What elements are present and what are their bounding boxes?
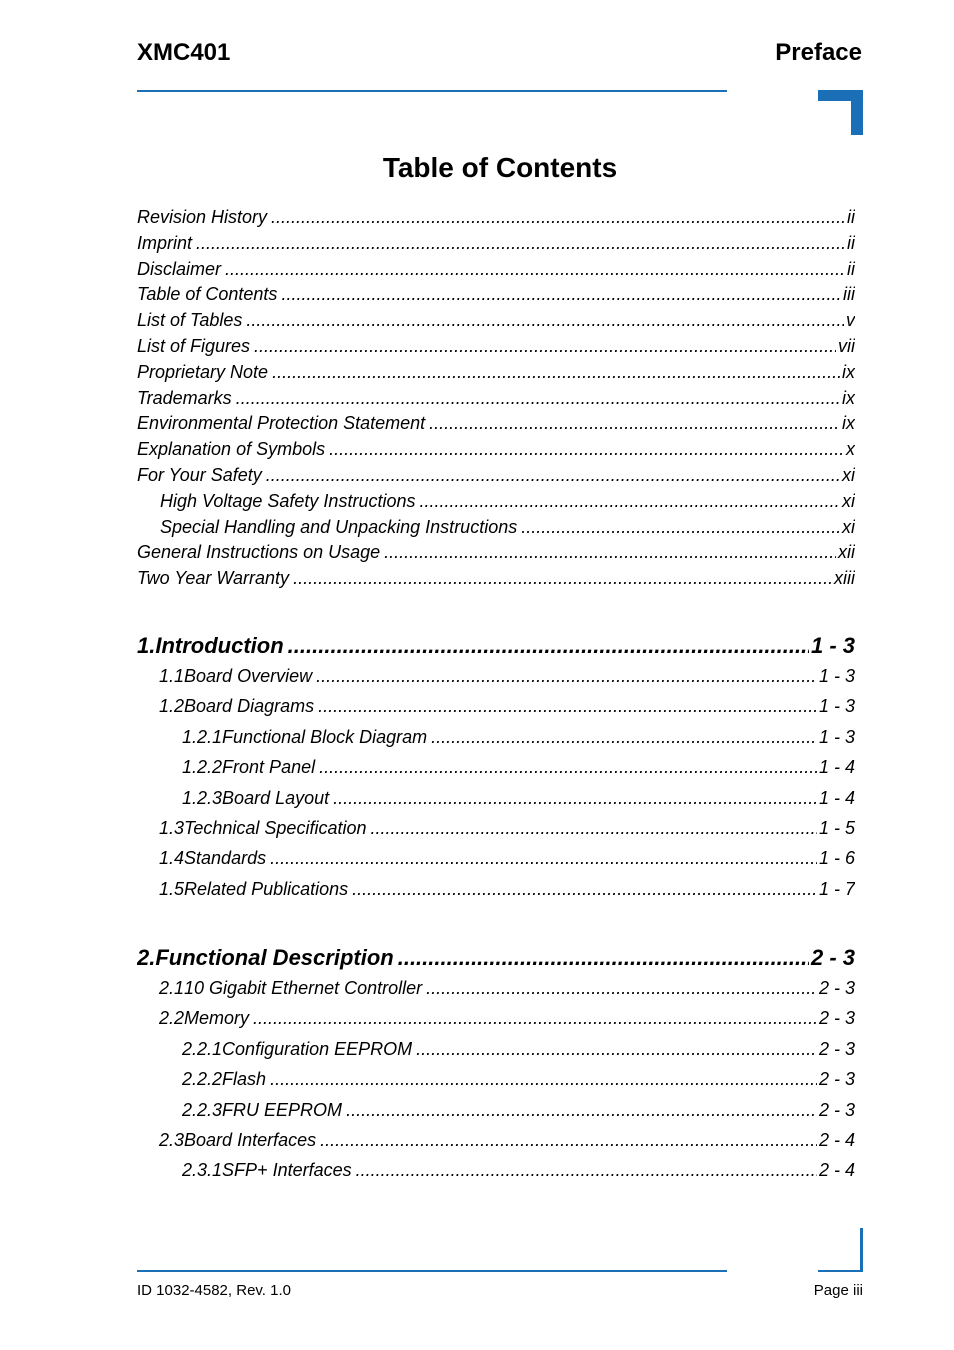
toc-front-entry[interactable] bbox=[137, 567, 855, 589]
toc-front-entry[interactable] bbox=[137, 309, 855, 331]
toc-entry-label: Memory bbox=[184, 1008, 250, 1029]
toc-section-entry[interactable] bbox=[182, 1159, 855, 1181]
toc-leader-dots bbox=[318, 695, 817, 717]
toc-leader-dots bbox=[225, 258, 845, 280]
toc-leader-dots bbox=[329, 438, 844, 460]
toc-entry-label: Board Overview bbox=[184, 666, 313, 686]
toc-entry-page: ii bbox=[847, 258, 855, 279]
toc-entry-label: List of Tables bbox=[137, 310, 243, 331]
toc-entry-label: Board Interfaces bbox=[184, 1130, 317, 1150]
toc-entry-page: 1 - 3 bbox=[818, 726, 855, 747]
toc-entry-page: 1 - 5 bbox=[818, 818, 855, 838]
toc-entry-label: Trademarks bbox=[137, 387, 232, 408]
toc-front-entry[interactable] bbox=[137, 541, 855, 563]
corner-mark-bottom bbox=[860, 1228, 863, 1272]
toc-entry-page: xi bbox=[842, 490, 855, 511]
footer-page-number: Page iii bbox=[813, 1282, 863, 1299]
toc-entry-page: xi bbox=[842, 516, 855, 537]
toc-leader-dots bbox=[319, 756, 817, 778]
corner-mark-bottom-horizontal bbox=[818, 1270, 863, 1272]
toc-entry-page: 1 - 3 bbox=[818, 666, 855, 686]
toc-leader-dots bbox=[429, 412, 840, 434]
toc-entry-number: 1.2.3 bbox=[182, 787, 223, 808]
toc-front-entry[interactable] bbox=[160, 516, 855, 538]
toc-front-entry[interactable] bbox=[160, 490, 855, 512]
toc-entry-label: Related Publications bbox=[184, 878, 349, 899]
header-section: Preface bbox=[775, 39, 862, 66]
toc-entry-label: Functional Block Diagram bbox=[222, 726, 428, 747]
toc-chapter-entry[interactable] bbox=[137, 633, 855, 659]
toc-entry-number: 1.4 bbox=[159, 848, 185, 869]
toc-entry-page: ix bbox=[842, 387, 855, 408]
toc-entry-label: Functional Description bbox=[155, 945, 394, 970]
toc-entry-label: 10 Gigabit Ethernet Controller bbox=[184, 978, 423, 998]
toc-leader-dots bbox=[254, 335, 836, 357]
toc-leader-dots bbox=[271, 206, 845, 228]
toc-front-entry[interactable] bbox=[137, 232, 855, 254]
toc-entry-page: 2 - 3 bbox=[810, 945, 855, 970]
toc-front-entry[interactable] bbox=[137, 438, 855, 460]
toc-section-entry[interactable] bbox=[159, 1129, 855, 1151]
toc-entry-number: 2.2.2 bbox=[182, 1069, 223, 1090]
toc-entry-page: 2 - 3 bbox=[818, 1008, 855, 1029]
toc-entry-number: 1.5 bbox=[159, 878, 185, 899]
toc-entry-label: Front Panel bbox=[222, 757, 316, 778]
toc-leader-dots bbox=[370, 817, 816, 839]
toc-leader-dots bbox=[384, 541, 836, 563]
toc-entry-page: 1 - 7 bbox=[818, 878, 855, 899]
toc-entry-number: 2.2 bbox=[159, 1008, 185, 1029]
toc-entry-number: 2.3 bbox=[159, 1130, 185, 1150]
footer-rule bbox=[137, 1270, 727, 1272]
toc-entry-page: 1 - 3 bbox=[818, 696, 855, 717]
toc-front-entry[interactable] bbox=[137, 412, 855, 434]
toc-entry-label: High Voltage Safety Instructions bbox=[160, 490, 416, 511]
toc-entry-number: 1.2 bbox=[159, 696, 185, 717]
toc-section-entry[interactable] bbox=[182, 756, 855, 778]
toc-entry-page: ix bbox=[842, 413, 855, 434]
toc-leader-dots bbox=[253, 1007, 817, 1029]
toc-leader-dots bbox=[316, 665, 817, 687]
toc-front-entry[interactable] bbox=[137, 335, 855, 357]
toc-entry-number: 1.3 bbox=[159, 818, 185, 838]
toc-leader-dots bbox=[288, 633, 809, 659]
toc-entry-label: For Your Safety bbox=[137, 465, 262, 485]
toc-entry-label: Board Diagrams bbox=[184, 696, 315, 717]
toc-leader-dots bbox=[431, 726, 817, 748]
toc-leader-dots bbox=[416, 1038, 817, 1060]
toc-leader-dots bbox=[270, 1068, 817, 1090]
toc-section-entry[interactable] bbox=[182, 1099, 855, 1121]
toc-entry-number: 2. bbox=[137, 945, 156, 970]
toc-leader-dots bbox=[352, 878, 817, 900]
toc-section-entry[interactable] bbox=[159, 817, 855, 839]
toc-entry-label: Table of Contents bbox=[137, 284, 278, 305]
toc-entry-label: Revision History bbox=[137, 207, 268, 227]
toc-leader-dots bbox=[426, 977, 817, 999]
toc-entry-label: SFP+ Interfaces bbox=[222, 1160, 352, 1181]
toc-entry-label: List of Figures bbox=[137, 336, 251, 356]
toc-leader-dots bbox=[196, 232, 845, 254]
toc-entry-page: xii bbox=[838, 542, 855, 563]
toc-entry-page: vii bbox=[838, 336, 855, 356]
toc-leader-dots bbox=[320, 1129, 817, 1151]
toc-entry-page: 2 - 4 bbox=[818, 1130, 855, 1150]
toc-entry-label: Introduction bbox=[155, 633, 284, 658]
toc-entry-page: 2 - 3 bbox=[818, 978, 855, 998]
toc-entry-page: iii bbox=[843, 284, 855, 305]
toc-section-entry[interactable] bbox=[159, 847, 855, 869]
toc-entry-page: 1 - 4 bbox=[818, 757, 855, 778]
header-product: XMC401 bbox=[137, 39, 231, 66]
toc-entry-label: Imprint bbox=[137, 232, 193, 253]
toc-section-entry[interactable] bbox=[159, 665, 855, 687]
toc-entry-label: FRU EEPROM bbox=[222, 1099, 343, 1120]
toc-entry-page: 2 - 3 bbox=[818, 1069, 855, 1090]
toc-front-entry[interactable] bbox=[137, 258, 855, 280]
toc-entry-label: Standards bbox=[184, 848, 267, 869]
footer-doc-id: ID 1032-4582, Rev. 1.0 bbox=[137, 1282, 291, 1299]
toc-entry-page: 2 - 3 bbox=[818, 1038, 855, 1059]
toc-leader-dots bbox=[270, 847, 817, 869]
toc-leader-dots bbox=[246, 309, 844, 331]
toc-entry-number: 1.2.1 bbox=[182, 726, 223, 747]
toc-section-entry[interactable] bbox=[182, 1068, 855, 1090]
toc-leader-dots bbox=[398, 945, 809, 971]
toc-entry-number: 2.1 bbox=[159, 978, 185, 998]
toc-entry-label: Technical Specification bbox=[184, 818, 367, 838]
toc-entry-label: Proprietary Note bbox=[137, 361, 269, 382]
toc-entry-label: Configuration EEPROM bbox=[222, 1038, 413, 1059]
toc-entry-label: Explanation of Symbols bbox=[137, 439, 326, 460]
toc-section-entry[interactable] bbox=[182, 726, 855, 748]
toc-leader-dots bbox=[419, 490, 840, 512]
toc-entry-label: Disclaimer bbox=[137, 258, 222, 279]
toc-entry-label: General Instructions on Usage bbox=[137, 542, 381, 563]
toc-entry-label: Board Layout bbox=[222, 787, 330, 808]
toc-leader-dots bbox=[266, 464, 840, 486]
toc-leader-dots bbox=[333, 787, 817, 809]
toc-leader-dots bbox=[293, 567, 832, 589]
toc-entry-page: 2 - 3 bbox=[818, 1099, 855, 1120]
toc-entry-number: 1.1 bbox=[159, 666, 185, 686]
toc-entry-page: 1 - 4 bbox=[818, 787, 855, 808]
toc-entry-number: 2.2.1 bbox=[182, 1038, 223, 1059]
toc-front-entry[interactable] bbox=[137, 361, 855, 383]
toc-entry-number: 2.2.3 bbox=[182, 1099, 223, 1120]
toc-section-entry[interactable] bbox=[182, 1038, 855, 1060]
toc-leader-dots bbox=[521, 516, 840, 538]
toc-entry-page: ii bbox=[847, 232, 855, 253]
toc-front-entry[interactable] bbox=[137, 283, 855, 305]
toc-entry-label: Flash bbox=[222, 1069, 267, 1090]
toc-entry-number: 1. bbox=[137, 633, 156, 658]
toc-leader-dots bbox=[356, 1159, 817, 1181]
toc-section-entry[interactable] bbox=[159, 1007, 855, 1029]
toc-entry-page: v bbox=[846, 310, 855, 331]
toc-entry-page: ix bbox=[842, 361, 855, 382]
toc-entry-label: Environmental Protection Statement bbox=[137, 413, 426, 434]
toc-section-entry[interactable] bbox=[159, 695, 855, 717]
toc-section-entry[interactable] bbox=[182, 787, 855, 809]
toc-leader-dots bbox=[236, 387, 840, 409]
toc-entry-page: xi bbox=[842, 465, 855, 485]
toc-leader-dots bbox=[272, 361, 840, 383]
toc-entry-number: 1.2.2 bbox=[182, 757, 223, 778]
toc-entry-page: xiii bbox=[834, 568, 855, 589]
toc-section-entry[interactable] bbox=[159, 878, 855, 900]
toc-front-entry[interactable] bbox=[137, 387, 855, 409]
toc-front-entry[interactable] bbox=[137, 206, 855, 228]
toc-chapter-entry[interactable] bbox=[137, 945, 855, 971]
toc-leader-dots bbox=[281, 283, 841, 305]
toc-front-entry[interactable] bbox=[137, 464, 855, 486]
toc-entry-page: 1 - 3 bbox=[810, 633, 855, 658]
toc-entry-number: 2.3.1 bbox=[182, 1160, 223, 1181]
toc-entry-page: 2 - 4 bbox=[818, 1160, 855, 1181]
toc-entry-page: 1 - 6 bbox=[818, 848, 855, 869]
toc-entry-label: Special Handling and Unpacking Instructions bbox=[160, 516, 518, 537]
toc-entry-page: ii bbox=[847, 207, 855, 227]
page-title: Table of Contents bbox=[382, 152, 618, 183]
toc-section-entry[interactable] bbox=[159, 977, 855, 999]
toc-entry-page: x bbox=[846, 439, 855, 460]
toc-entry-label: Two Year Warranty bbox=[137, 568, 290, 589]
toc-leader-dots bbox=[346, 1099, 817, 1121]
